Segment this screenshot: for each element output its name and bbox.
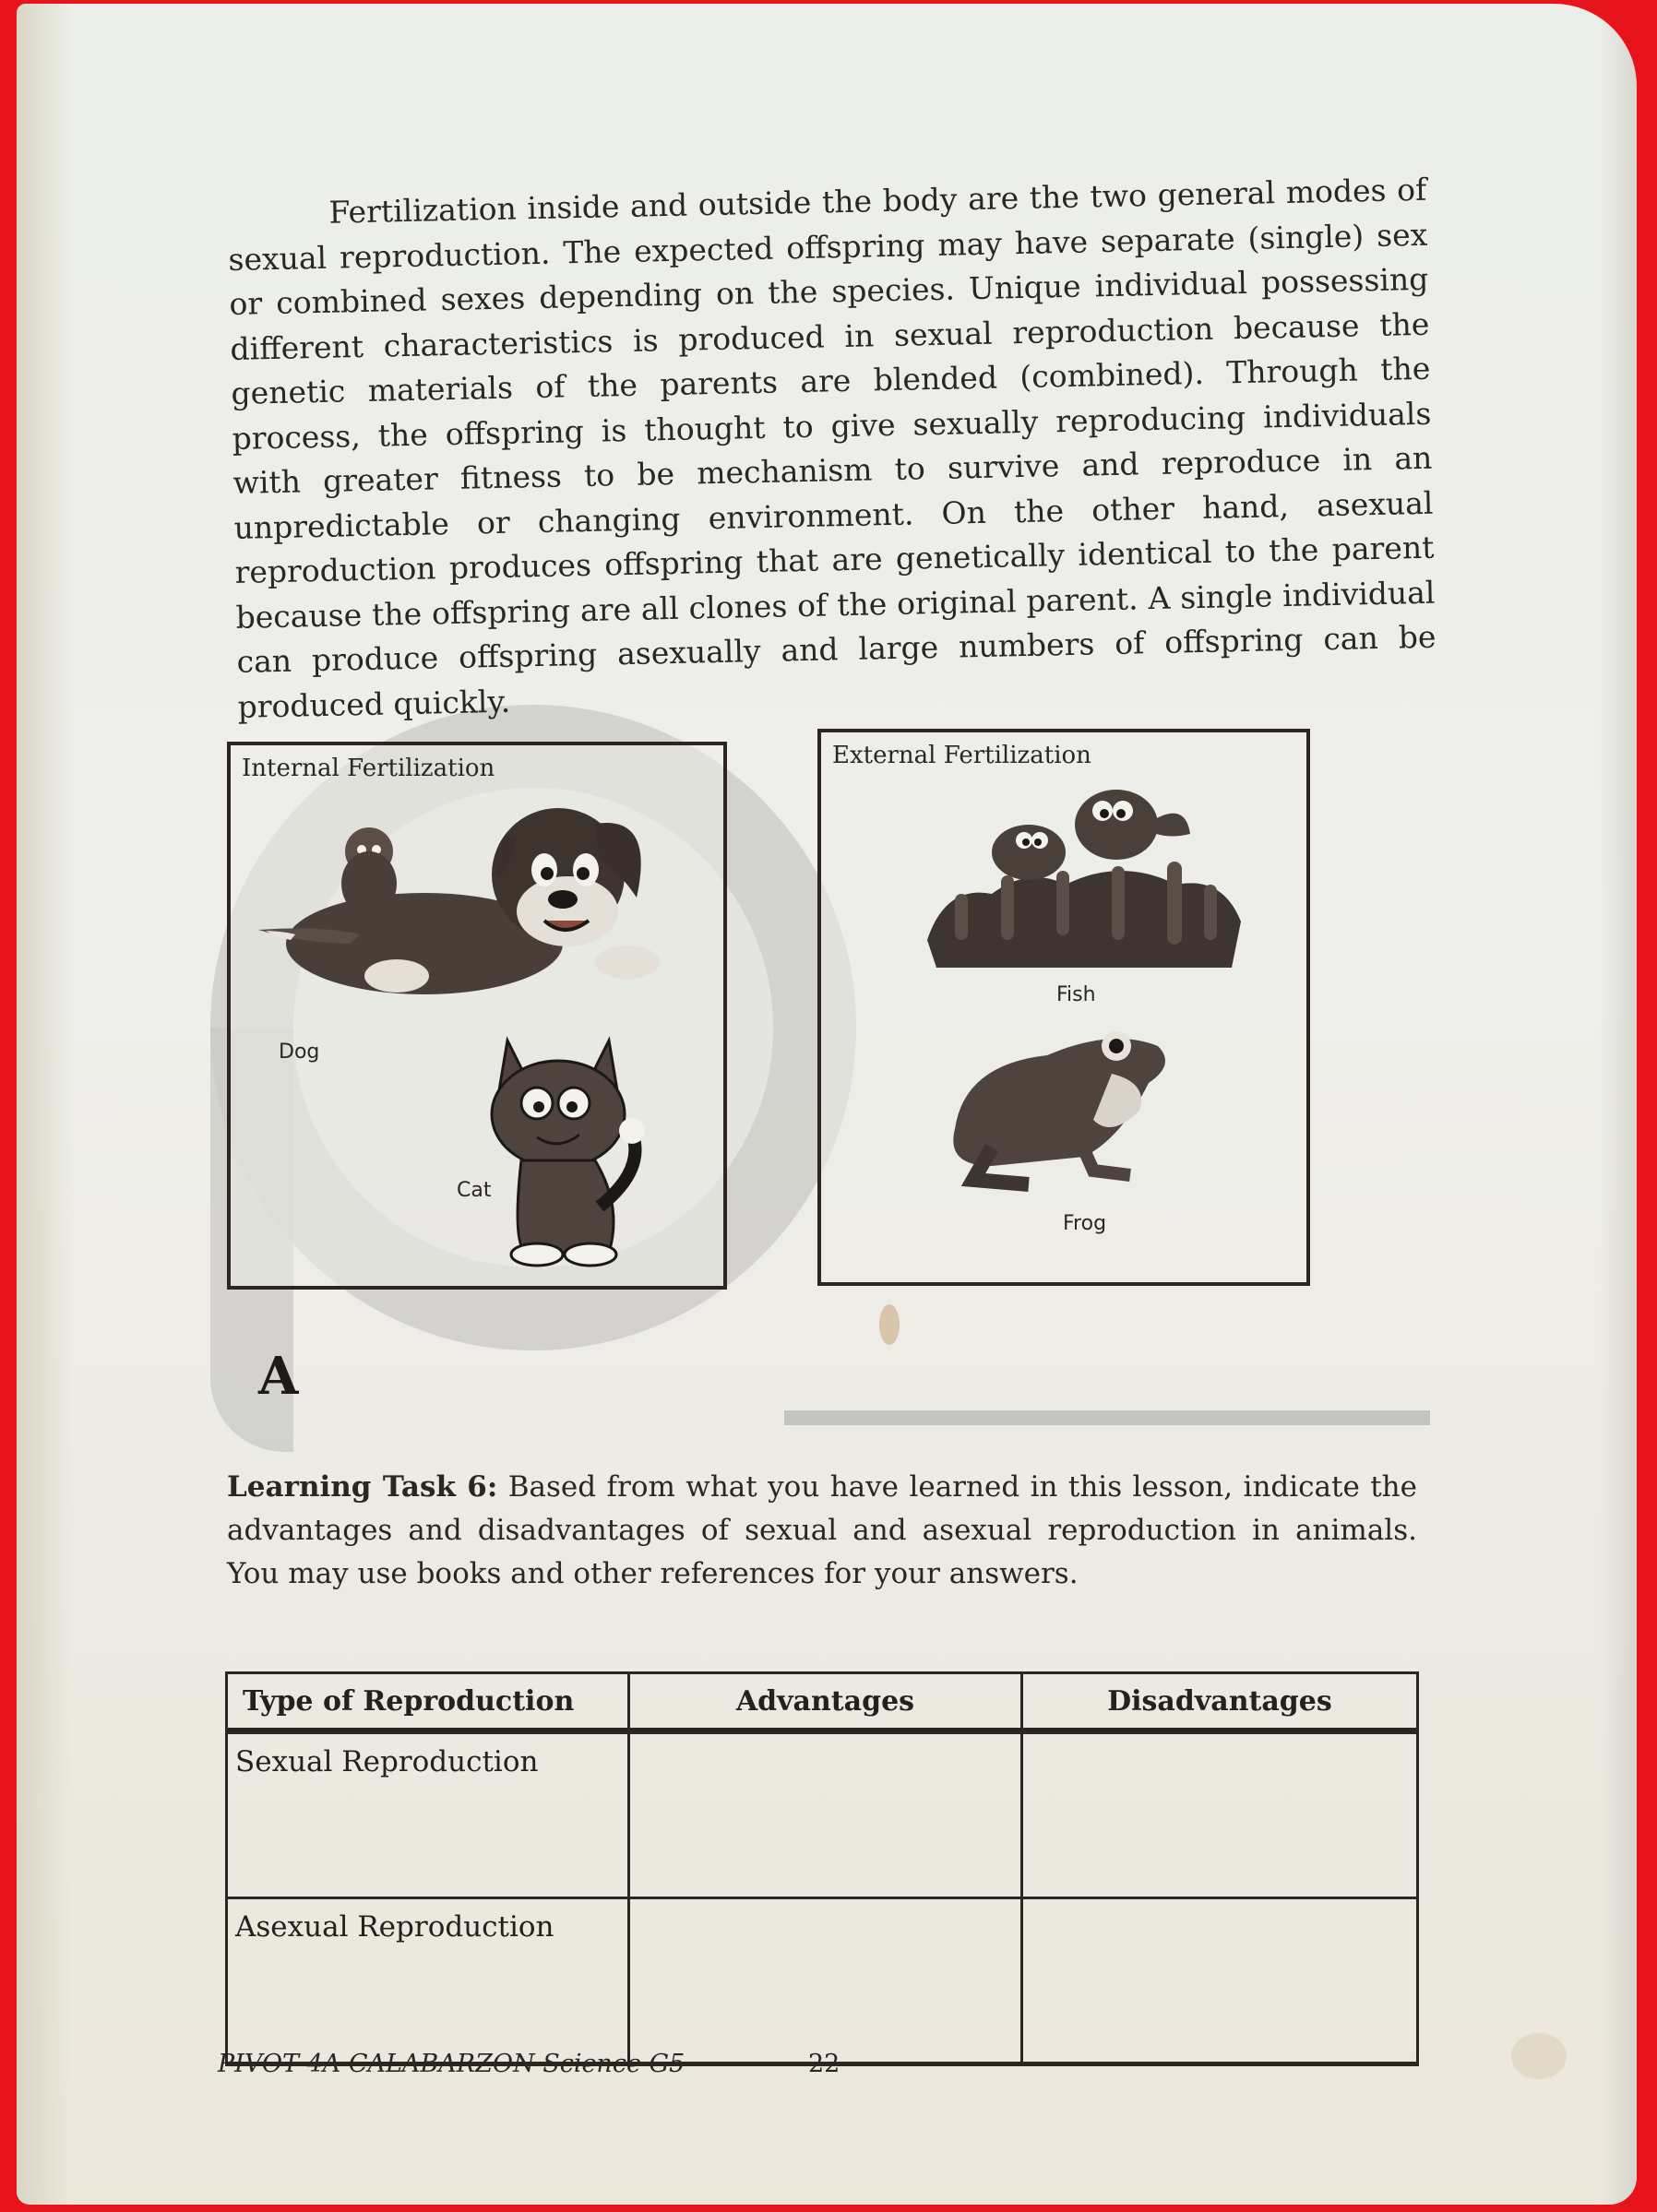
- page-number: 22: [808, 2050, 840, 2078]
- frog-illustration-icon: [936, 1009, 1186, 1194]
- learning-task-label: Learning Task 6:: [227, 1470, 498, 1504]
- figure-external-fertilization: [817, 729, 1310, 1286]
- reproduction-table: [225, 1671, 1419, 2066]
- table-header-row: [227, 1673, 1418, 1731]
- asexual-disadvantages-cell[interactable]: [1021, 1898, 1417, 2064]
- label-fish: Fish: [1056, 983, 1096, 1006]
- figure-letter: A: [258, 1346, 299, 1407]
- table-row: [227, 1898, 1418, 2064]
- figure-title-internal: Internal Fertilization: [242, 755, 495, 782]
- fish-coral-illustration-icon: [918, 783, 1250, 977]
- label-cat: Cat: [457, 1179, 492, 1202]
- header-type: Type of Reproduction: [227, 1673, 629, 1731]
- dog-illustration-icon: [240, 796, 720, 1017]
- cat-illustration-icon: [471, 1022, 655, 1271]
- table-row: [227, 1731, 1418, 1898]
- row-type-asexual: Asexual Reproduction: [227, 1898, 629, 2064]
- body-paragraph: Fertilization inside and outside the body are the two general modes of sexual reproduction. The expected offspring may have separate (single) sex or combined sexes depending on the species. Unique individual possessing different characteristics is produced in sexual reproduction because the genetic materials of the parents are blended (combined). Through the process, the offspring is thought to give sexually reproducing individuals with greater fitness to be mechanism to survive and reproduce in an unpredictable or changing environment. On the other hand, asexual reproduction produces offspring that are genetically identical to the parent because the offspring are all clones of the original parent. A single individual can produce offspring asexually and large numbers of offspring can be produced quickly.: [228, 171, 1436, 725]
- sexual-disadvantages-cell[interactable]: [1021, 1731, 1417, 1898]
- footer-publication: PIVOT 4A CALABARZON Science G5: [218, 2050, 685, 2078]
- textbook-page: [17, 4, 1637, 2205]
- label-dog: Dog: [279, 1041, 320, 1064]
- watermark-accent-bar: [784, 1410, 1430, 1425]
- sexual-advantages-cell[interactable]: [629, 1731, 1022, 1898]
- header-advantages: Advantages: [629, 1673, 1022, 1731]
- figure-internal-fertilization: [227, 742, 727, 1290]
- learning-task-text: Based from what you have learned in this lesson, indicate the advantages and disadvantages of sexual and asexual reproduction in animals. You may use books and other references for your answers.: [227, 1470, 1417, 1590]
- paper-stain: [1511, 2033, 1567, 2079]
- figure-title-external: External Fertilization: [832, 742, 1091, 769]
- row-type-sexual: Sexual Reproduction: [227, 1731, 629, 1898]
- paper-stain: [879, 1304, 900, 1345]
- header-disadvantages: Disadvantages: [1021, 1673, 1417, 1731]
- label-frog: Frog: [1063, 1212, 1107, 1235]
- learning-task-instructions: [227, 1466, 1417, 1596]
- asexual-advantages-cell[interactable]: [629, 1898, 1022, 2064]
